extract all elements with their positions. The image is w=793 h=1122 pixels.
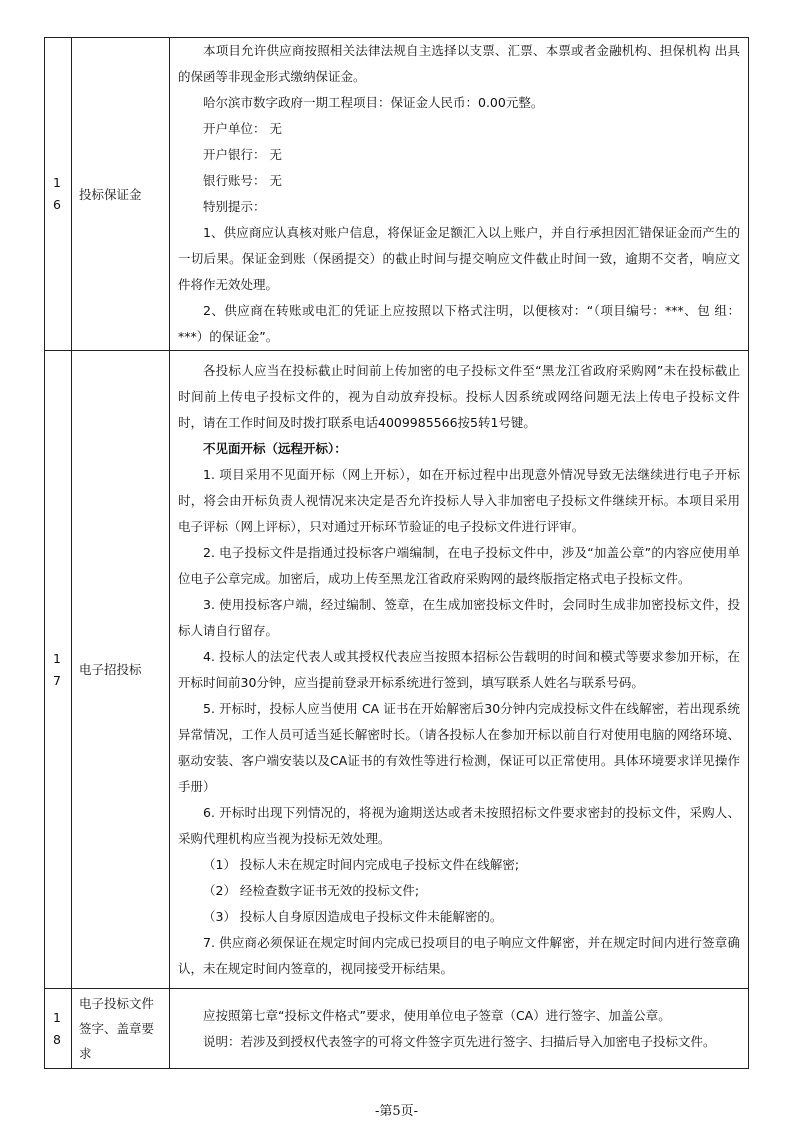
row-content xyxy=(170,351,749,989)
paragraph: 银行账号： 无 xyxy=(203,173,282,188)
paragraph: 特别提示： xyxy=(203,199,266,214)
page-number: -第5页- xyxy=(374,1104,419,1119)
paragraph: 各投标人应当在投标截止时间前上传加密的电子投标文件至“黑龙江省政府采购网”未在投标截止时间前上传电子投标文件的，视为自动放弃投标。投标人因系统或网络问题无法上传电子投标文件时，请在工作时间及时拨打联系电话4009985566按5转1号键。 xyxy=(178,362,740,430)
row-content xyxy=(170,989,749,1069)
list-item: （3） 投标人自身原因造成电子投标文件未能解密的。 xyxy=(203,908,503,924)
paragraph: 应按照第七章“投标文件格式”要求，使用单位电子签章（CA）进行签字、加盖公章。 xyxy=(203,1007,671,1023)
paragraph: 4. 投标人的法定代表人或其授权代表应当按照本招标公告载明的时间和模式等要求参加开标，在开标时间前30分钟，应当提前登录开标系统进行签到，填写联系人姓名与联系号码。 xyxy=(178,648,740,690)
row-number xyxy=(45,38,72,351)
table-row-17 xyxy=(45,351,749,989)
row-content xyxy=(170,38,749,351)
paragraph: 开户银行： 无 xyxy=(203,147,282,162)
list-item: （1） 投标人未在规定时间内完成电子投标文件在线解密; xyxy=(203,856,520,872)
row-number xyxy=(45,351,72,989)
table-row-16 xyxy=(45,38,749,351)
paragraph: 说明：若涉及到授权代表签字的可将文件签字页先进行签字、扫描后导入加密电子投标文件。 xyxy=(203,1033,716,1049)
row-number-top: 1 xyxy=(53,650,61,666)
paragraph: 1. 项目采用不见面开标（网上开标），如在开标过程中出现意外情况导致无法继续进行电子开标时，将会由开标负责人视情况来决定是否允许投标人导入非加密电子投标文件继续开标。本项目采用电子评标（网上评标），只对通过开标环节验证的电子投标文件进行评审。 xyxy=(178,466,740,534)
paragraph: 2. 电子投标文件是指通过投标客户端编制，在电子投标文件中，涉及“加盖公章”的内容应使用单位电子公章完成。加密后，成功上传至黑龙江省政府采购网的最终版指定格式电子投标文件。 xyxy=(178,544,740,586)
paragraph: 7. 供应商必须保证在规定时间内完成已投项目的电子响应文件解密，并在规定时间内进行签章确认，未在规定时间内签章的，视同接受开标结果。 xyxy=(178,934,740,976)
paragraph: 6. 开标时出现下列情况的，将视为逾期送达或者未按照招标文件要求密封的投标文件，采购人、采购代理机构应当视为投标无效处理。 xyxy=(178,804,740,846)
row-number xyxy=(45,989,72,1069)
row-label: 电子投标文件签字、盖章要求 xyxy=(72,989,170,1069)
row-label: 电子招投标 xyxy=(72,351,170,989)
row-number-bottom: 8 xyxy=(53,1031,61,1047)
row-number-top: 1 xyxy=(53,175,61,190)
paragraph: 本项目允许供应商按照相关法律法规自主选择以支票、汇票、本票或者金融机构、担保机构 出具的保函等非现金形式缴纳保证金。 xyxy=(178,43,740,84)
paragraph: 开户单位： 无 xyxy=(203,121,282,136)
paragraph: 5. 开标时，投标人应当使用 CA 证书在开始解密后30分钟内完成投标文件在线解密，若出现系统异常情况，工作人员可适当延长解密时长。（请各投标人在参加开标以前自行对使用电脑的网络环境、驱动安装、客户端安装以及CA证书的有效性等进行检测，保证可以正常使用。具体环境要求详见操作手册） xyxy=(178,700,740,794)
list-item: （2） 经检查数字证书无效的投标文件; xyxy=(203,882,420,898)
paragraph: 1、供应商应认真核对账户信息，将保证金足额汇入以上账户，并自行承担因汇错保证金而产生的一切后果。保证金到账（保函提交）的截止时间与提交响应文件截止时间一致，逾期不交者，响应文件将作无效处理。 xyxy=(178,225,740,292)
row-label: 投标保证金 xyxy=(72,38,170,351)
table-row-18 xyxy=(45,989,749,1069)
paragraph: 2、供应商在转账或电汇的凭证上应按照以下格式注明，以便核对：“（项目编号：***、包 组：***）的保证金”。 xyxy=(178,303,740,344)
row-number-bottom: 6 xyxy=(53,197,61,212)
paragraph: 3. 使用投标客户端，经过编制、签章，在生成加密投标文件时，会同时生成非加密投标文件，投标人请自行留存。 xyxy=(178,596,740,638)
row-number-top: 1 xyxy=(53,1009,61,1025)
clause-table xyxy=(44,37,749,1069)
row-number-bottom: 7 xyxy=(53,672,61,688)
paragraph: 哈尔滨市数字政府一期工程项目：保证金人民币：0.00元整。 xyxy=(203,95,544,110)
subheading: 不见面开标（远程开标）： xyxy=(203,440,347,456)
